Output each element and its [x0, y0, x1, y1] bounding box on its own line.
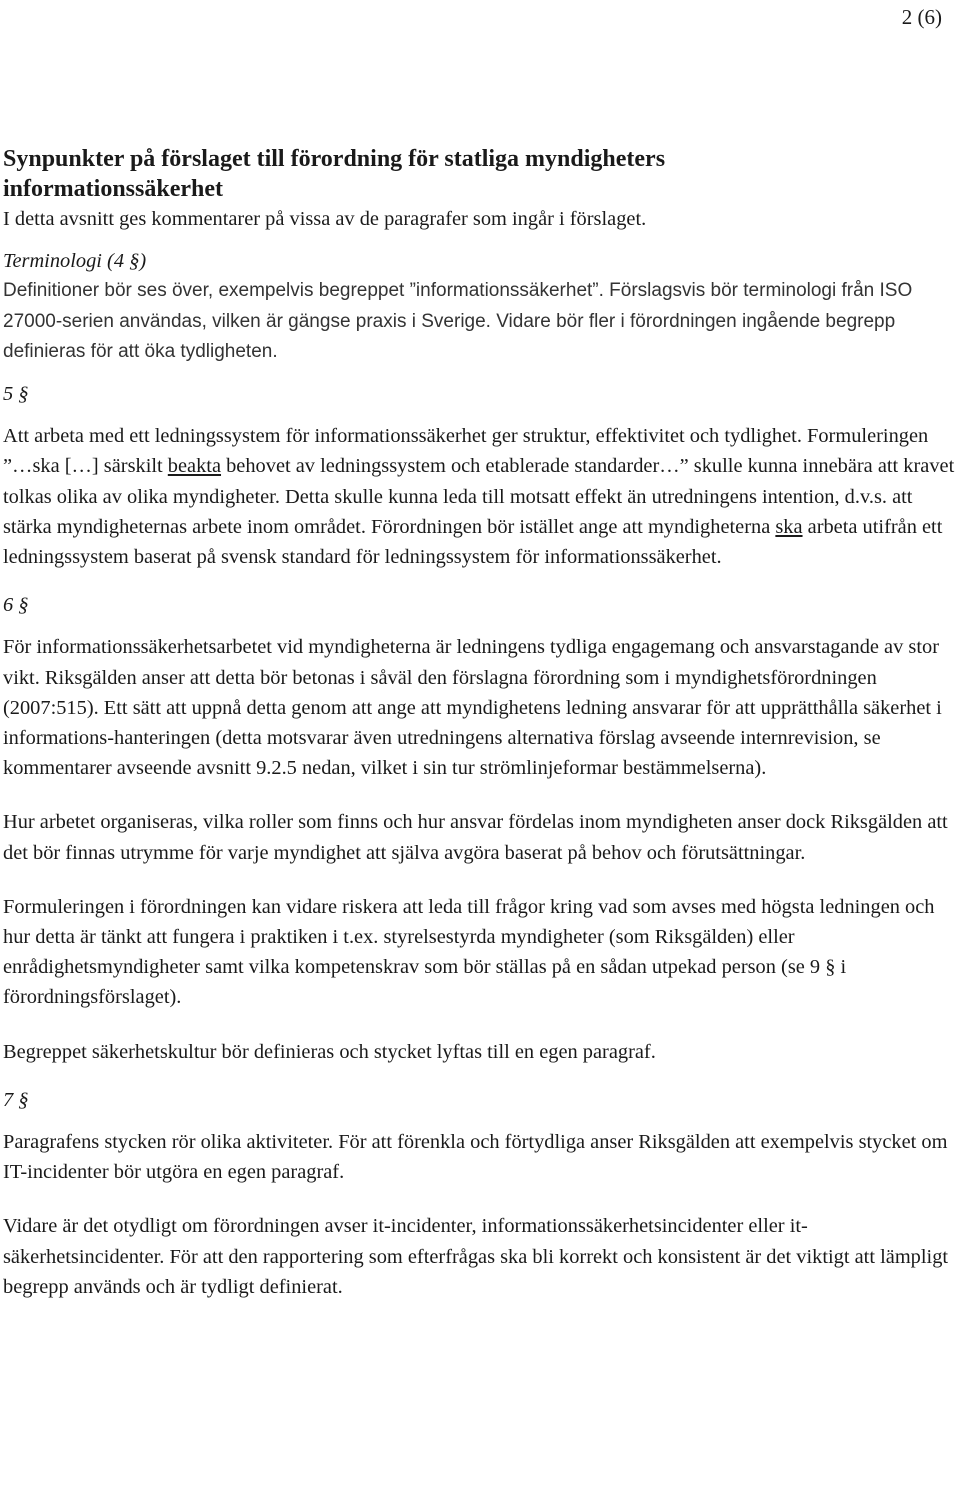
underlined-beakta: beakta [167, 455, 222, 478]
intro-paragraph: I detta avsnitt ges kommentarer på vissa av de paragrafer som ingår i förslaget. [3, 208, 647, 230]
underlined-ska: ska [775, 515, 803, 538]
terminology-heading: Terminologi (4 §) [3, 250, 147, 273]
section-5-text-mid: behovet av ledningssystem och etablerade standarder…” skulle kunna innebära att kravet tolkas olika av olika myndigheter. Detta skulle kunna leda till motsatt effekt än utredningens intention, d.v.s. att stärka myndigheternas arbete inom området. Förordningen bör istället ange att myndigheterna [3, 455, 955, 538]
section-6-paragraph-1: För informationssäkerhetsarbetet vid myndigheterna är ledningens tydliga engagemang och ansvarstagande av stor vikt. Riksgälden anser att detta bör betonas i såväl den förslagna förordning som i myndighetsförordningen (2007:515). Ett sätt att uppnå detta genom att ange att myndighetens ledning ansvarar för att upprätthålla säkerhet i informations-hanteringen (detta motsvarar även utredningens alternativa förslag avseende internrevision, se kommentarer avseende avsnitt 9.2.5 nedan, vilket i sin tur strömlinjeformar bestämmelserna). [3, 636, 942, 780]
section-5-heading: 5 § [3, 383, 29, 406]
heading-line-2: informationssäkerhet [3, 176, 223, 202]
heading-line-1: Synpunkter på förslaget till förordning för statliga myndigheters [3, 146, 666, 172]
section-7-heading: 7 § [3, 1088, 29, 1111]
page-number: 2 (6) [901, 5, 942, 29]
section-6-paragraph-4: Begreppet säkerhetskultur bör definieras och stycket lyftas till en egen paragraf. [3, 1040, 656, 1063]
section-6-heading: 6 § [3, 594, 29, 617]
terminology-paragraph: Definitioner bör ses över, exempelvis begreppet ”informationssäkerhet”. Förslagsvis bör terminologi från ISO 27000-serien användas, vilken är gängse praxis i Sverige. Vidare bör fler i förordningen ingående begrepp definieras för att öka tydligheten. [3, 280, 913, 362]
section-7-paragraph-1: Paragrafens stycken rör olika aktiviteter. För att förenkla och förtydliga anser Riksgälden att exempelvis stycket om IT-incidenter bör utgöra en egen paragraf. [3, 1131, 948, 1184]
section-5-text-start: Att arbeta med ett ledningssystem för informationssäkerhet ger struktur, effektivitet och tydlighet. Formuleringen ”…ska […] särskilt [3, 425, 929, 478]
section-7-paragraph-2: Vidare är det otydligt om förordningen avser it-incidenter, informationssäkerhetsincidenter eller it-säkerhetsincidenter. För att den rapportering som efterfrågas ska bli korrekt och konsistent är det viktigt att lämpligt begrepp används och är tydligt definierat. [3, 1215, 949, 1298]
section-6-paragraph-3: Formuleringen i förordningen kan vidare riskera att leda till frågor kring vad som avses med högsta ledningen och hur detta är tänkt att fungera i praktiken i t.ex. styrelsestyrda myndigheter (som Riksgälden) eller enrådighetsmyndigheter samt vilka kompetenskrav som bör ställas på en sådan utpekad person (se 9 § i förordningsförslaget). [3, 895, 935, 1009]
document-body [3, 144, 958, 1302]
section-6-paragraph-2: Hur arbetet organiseras, vilka roller som finns och hur ansvar fördelas inom myndigheten anser dock Riksgälden att det bör finnas utrymme för varje myndighet att själva avgöra baserat på behov och förutsättningar. [3, 811, 948, 864]
document-heading [3, 144, 958, 204]
section-5-text-end: arbeta utifrån ett ledningssystem baserat på svensk standard för ledningssystem för informationssäkerhet. [3, 515, 943, 569]
section-5-paragraph [3, 421, 958, 572]
